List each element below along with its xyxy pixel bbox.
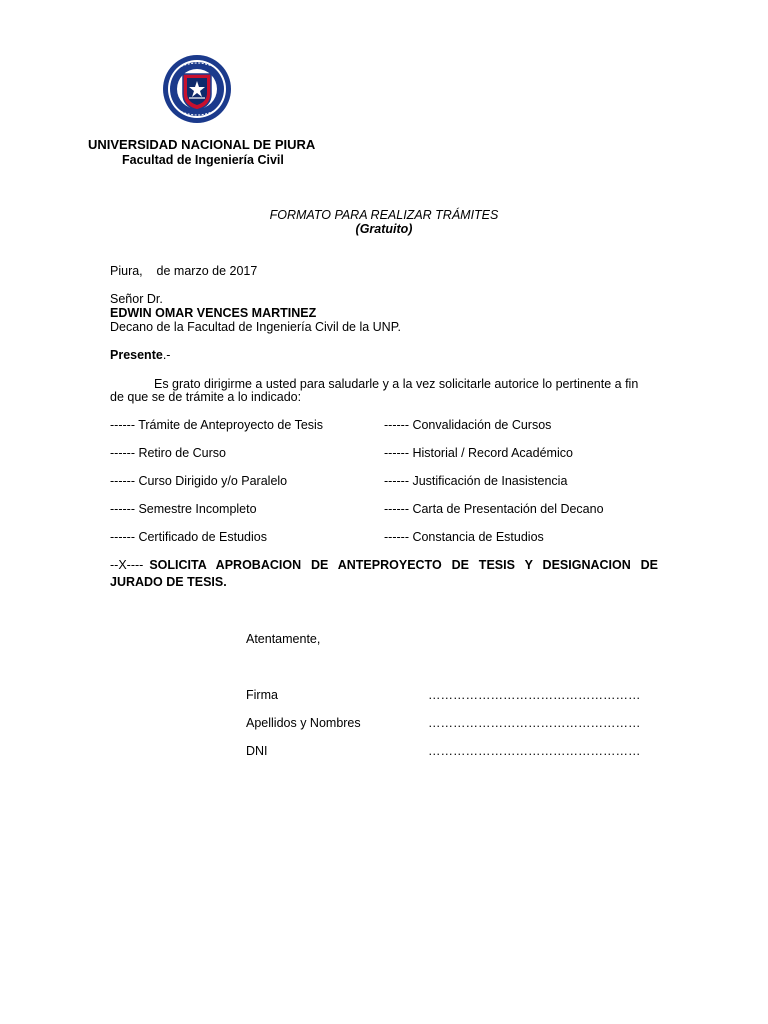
option-item: ------ Certificado de Estudios — [110, 530, 267, 544]
presente-word: Presente — [110, 348, 163, 362]
request-line1 — [110, 558, 658, 572]
option-item: ------ Historial / Record Académico — [384, 446, 573, 460]
request-marker: --X---- — [110, 558, 144, 572]
names-line: …………………………………………… — [428, 716, 641, 730]
option-item: ------ Carta de Presentación del Decano — [384, 502, 604, 516]
dni-line: …………………………………………… — [428, 744, 641, 758]
option-item: ------ Retiro de Curso — [110, 446, 226, 460]
recipient-name: EDWIN OMAR VENCES MARTINEZ — [110, 306, 317, 320]
closing: Atentamente, — [246, 632, 321, 646]
request-line2: JURADO DE TESIS. — [110, 575, 227, 589]
body-paragraph-line2: de que se de trámite a lo indicado: — [110, 390, 302, 404]
option-item: ------ Curso Dirigido y/o Paralelo — [110, 474, 288, 488]
signature-line: …………………………………………… — [428, 688, 641, 702]
option-item: ------ Convalidación de Cursos — [384, 418, 552, 432]
request-text: SOLICITA APROBACION DE ANTEPROYECTO DE TESIS Y DESIGNACION DE — [149, 558, 658, 572]
form-subtitle: (Gratuito) — [355, 222, 413, 236]
names-label: Apellidos y Nombres — [246, 716, 361, 730]
recipient-position: Decano de la Facultad de Ingeniería Civil de la UNP. — [110, 320, 401, 334]
body-paragraph-line1: Es grato dirigirme a usted para saludarle y a la vez solicitarle autorice lo pertinente a fin — [154, 377, 639, 391]
date-line: Piura, de marzo de 2017 — [110, 264, 258, 278]
presente-line — [110, 348, 170, 362]
university-seal-logo — [156, 54, 238, 124]
presente-suffix: .- — [162, 348, 171, 362]
university-name: UNIVERSIDAD NACIONAL DE PIURA — [88, 137, 316, 152]
recipient-salutation: Señor Dr. — [110, 292, 163, 306]
faculty-name: Facultad de Ingeniería Civil — [122, 153, 284, 167]
dni-label: DNI — [246, 744, 268, 758]
option-item: ------ Constancia de Estudios — [384, 530, 544, 544]
option-item: ------ Trámite de Anteproyecto de Tesis — [110, 418, 324, 432]
signature-label: Firma — [246, 688, 278, 702]
form-title: FORMATO PARA REALIZAR TRÁMITES — [269, 208, 499, 222]
option-item: ------ Justificación de Inasistencia — [384, 474, 568, 488]
option-item: ------ Semestre Incompleto — [110, 502, 257, 516]
